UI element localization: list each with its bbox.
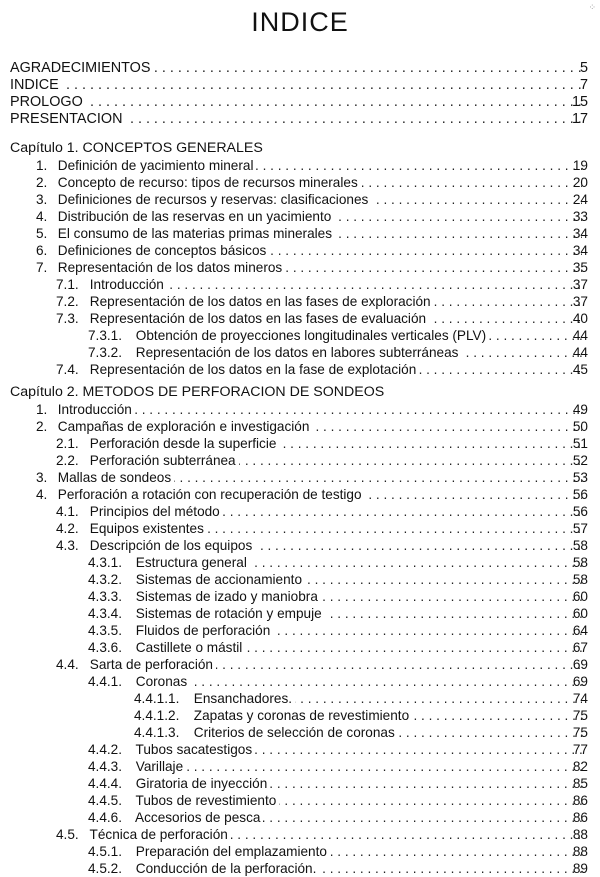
- entry-page-number: 52: [572, 453, 588, 468]
- entry-number: 3.: [36, 192, 48, 207]
- entry-page-number: 75: [572, 725, 588, 740]
- entry-number: 4.4.1.: [88, 674, 123, 689]
- entry-title: Varillaje: [135, 759, 184, 774]
- entry-page-number: 60: [572, 606, 588, 621]
- entry-title: Representación de los datos en las fases de evaluación: [89, 311, 427, 326]
- entry-title: Ensanchadores.: [193, 691, 293, 706]
- entry-number: 4.5.2.: [88, 861, 123, 876]
- entry-number: 4.4.: [56, 657, 79, 672]
- entry-page-number: 45: [572, 362, 588, 377]
- toc-entry: [0, 554, 600, 571]
- toc-entry: [0, 77, 600, 94]
- entry-page-number: 24: [572, 192, 588, 207]
- entry-title: Sistemas de izado y maniobra: [135, 589, 318, 604]
- entry-leader: [36, 401, 582, 418]
- entry-number: 4.3.3.: [88, 589, 123, 604]
- entry-page-number: 69: [572, 657, 588, 672]
- entry-leader: [88, 741, 582, 758]
- toc-entry: [0, 656, 600, 673]
- entry-title: Introducción: [89, 277, 164, 292]
- entry-title: Zapatas y coronas de revestimiento: [193, 708, 410, 723]
- toc-entry: [0, 707, 600, 724]
- entry-leader: [36, 191, 582, 208]
- entry-leader: [36, 208, 582, 225]
- toc-entry: [0, 418, 600, 435]
- entry-title: PROLOGO: [10, 94, 83, 110]
- entry-page-number: 37: [572, 294, 588, 309]
- entry-page-number: 5: [579, 60, 588, 76]
- entry-title: Accesorios de pesca: [135, 810, 261, 825]
- entry-title: Preparación del emplazamiento: [135, 844, 327, 859]
- entry-number: 4.1.: [56, 504, 79, 519]
- entry-leader: [134, 724, 582, 741]
- toc-entry: [0, 174, 600, 191]
- toc-entry: [0, 537, 600, 554]
- entry-page-number: 7: [579, 77, 588, 93]
- entry-title: Definiciones de conceptos básicos: [57, 243, 267, 258]
- entry-page-number: 44: [572, 345, 588, 360]
- toc-entry: [0, 401, 600, 418]
- toc-entry: [0, 826, 600, 843]
- entry-leader: [88, 860, 582, 877]
- entry-leader: [10, 111, 582, 128]
- toc-entry: [0, 792, 600, 809]
- toc-entry: [0, 809, 600, 826]
- entry-number: 7.2.: [56, 294, 79, 309]
- entry-title: Perforación subterránea: [89, 453, 236, 468]
- entry-page-number: 56: [572, 487, 588, 502]
- entry-number: 4.: [36, 209, 48, 224]
- entry-leader: [88, 758, 582, 775]
- entry-leader: [56, 310, 582, 327]
- entry-leader: [36, 242, 582, 259]
- entry-number: 2.1.: [56, 436, 79, 451]
- entry-number: 4.4.2.: [88, 742, 123, 757]
- toc-entry: [0, 724, 600, 741]
- entry-number: 7.: [36, 260, 48, 275]
- entry-page-number: 34: [572, 243, 588, 258]
- entry-page-number: 69: [572, 674, 588, 689]
- entry-page-number: 88: [572, 844, 588, 859]
- entry-page-number: 57: [572, 521, 588, 536]
- entry-number: 3.: [36, 470, 48, 485]
- toc-entry: [0, 622, 600, 639]
- toc-entry: [0, 503, 600, 520]
- toc-entry: [0, 843, 600, 860]
- entry-title: Introducción: [57, 402, 132, 417]
- entry-leader: [134, 707, 582, 724]
- entry-title: Técnica de perforación: [89, 827, 228, 842]
- entry-number: 4.4.4.: [88, 776, 123, 791]
- entry-leader: [36, 418, 582, 435]
- entry-title: Descripción de los equipos: [89, 538, 253, 553]
- entry-title: Tubos sacatestigos: [135, 742, 253, 757]
- entry-title: Representación de los datos en labores subterráneas: [135, 345, 459, 360]
- toc-entry: [0, 469, 600, 486]
- entry-leader: [36, 259, 582, 276]
- entry-title: Campañas de exploración e investigación: [57, 419, 310, 434]
- entry-page-number: 85: [572, 776, 588, 791]
- toc-entry: [0, 605, 600, 622]
- entry-number: 7.3.2.: [88, 345, 123, 360]
- entry-number: 2.: [36, 419, 48, 434]
- entry-leader: [10, 94, 582, 111]
- entry-title: Sistemas de rotación y empuje: [135, 606, 322, 621]
- entry-page-number: 33: [572, 209, 588, 224]
- entry-page-number: 49: [572, 402, 588, 417]
- entry-page-number: 58: [572, 572, 588, 587]
- entry-title: El consumo de las materias primas minerales: [57, 226, 333, 241]
- entry-number: 2.: [36, 175, 48, 190]
- toc-entry: [0, 486, 600, 503]
- entry-title: Representación de los datos en las fases de exploración: [89, 294, 431, 309]
- entry-title: Criterios de selección de coronas: [193, 725, 395, 740]
- chapter-title: Capítulo 2. METODOS DE PERFORACION DE SONDEOS: [10, 384, 385, 400]
- entry-leader: [36, 469, 582, 486]
- entry-number: 4.3.2.: [88, 572, 123, 587]
- toc-entry: [0, 571, 600, 588]
- page-title: INDICE: [251, 7, 349, 37]
- toc-entry: [0, 520, 600, 537]
- toc-entry: [0, 293, 600, 310]
- entry-number: 4.5.: [56, 827, 79, 842]
- entry-leader: [88, 605, 582, 622]
- toc-entry: [0, 860, 600, 877]
- entry-number: 4.3.: [56, 538, 79, 553]
- entry-leader: [88, 622, 582, 639]
- entry-title: Obtención de proyecciones longitudinales verticales (PLV): [135, 328, 487, 343]
- entry-number: 4.3.5.: [88, 623, 123, 638]
- toc-entry: [0, 157, 600, 174]
- entry-page-number: 60: [572, 589, 588, 604]
- toc-entry: [0, 208, 600, 225]
- entry-leader: [88, 588, 582, 605]
- entry-page-number: 17: [571, 111, 588, 127]
- entry-leader: [36, 225, 582, 242]
- entry-title: Castillete o mástil: [135, 640, 243, 655]
- entry-title: Sarta de perforación: [89, 657, 213, 672]
- entry-page-number: 40: [572, 311, 588, 326]
- entry-number: 4.3.4.: [88, 606, 123, 621]
- entry-number: 4.2.: [56, 521, 79, 536]
- entry-page-number: 67: [572, 640, 588, 655]
- entry-page-number: 86: [572, 793, 588, 808]
- entry-leader: [56, 452, 582, 469]
- entry-number: 1.: [36, 402, 48, 417]
- entry-number: 4.3.6.: [88, 640, 123, 655]
- entry-leader: [56, 537, 582, 554]
- entry-leader: [56, 361, 582, 378]
- corner-scribble-icon: ⁘: [588, 2, 596, 12]
- toc-entry: [0, 758, 600, 775]
- toc-entry: [0, 741, 600, 758]
- toc-entry: [0, 259, 600, 276]
- entry-leader: [36, 157, 582, 174]
- entry-leader: [10, 60, 582, 77]
- toc-entry: [0, 225, 600, 242]
- entry-page-number: 56: [572, 504, 588, 519]
- entry-page-number: 64: [572, 623, 588, 638]
- entry-leader: [88, 554, 582, 571]
- entry-title: INDICE: [10, 77, 59, 93]
- toc-entry: [0, 111, 600, 128]
- entry-page-number: 58: [572, 555, 588, 570]
- entry-title: Definiciones de recursos y reservas: clasificaciones: [57, 192, 369, 207]
- entry-number: 6.: [36, 243, 48, 258]
- toc-entry: [0, 639, 600, 656]
- entry-number: 4.4.6.: [88, 810, 123, 825]
- entry-title: Principios del método: [89, 504, 220, 519]
- entry-title: Coronas: [135, 674, 188, 689]
- entry-leader: [88, 639, 582, 656]
- toc-entry: [0, 60, 600, 77]
- entry-title: Representación de los datos mineros: [57, 260, 283, 275]
- entry-title: Distribución de las reservas en un yacimiento: [57, 209, 332, 224]
- entry-page-number: 58: [572, 538, 588, 553]
- entry-page-number: 77: [572, 742, 588, 757]
- entry-number: 2.2.: [56, 453, 79, 468]
- entry-title: Giratoria de inyección: [135, 776, 268, 791]
- entry-title: Definición de yacimiento mineral: [57, 158, 254, 173]
- entry-leader: [56, 520, 582, 537]
- entry-page-number: 74: [572, 691, 588, 706]
- toc-entry: [0, 673, 600, 690]
- entry-title: Equipos existentes: [89, 521, 204, 536]
- entry-leader: [88, 327, 582, 344]
- toc-entry: [0, 435, 600, 452]
- entry-page-number: 51: [572, 436, 588, 451]
- entry-leader: [88, 792, 582, 809]
- entry-page-number: 44: [572, 328, 588, 343]
- entry-number: 4.4.1.2.: [134, 708, 180, 723]
- entry-page-number: 20: [572, 175, 588, 190]
- entry-leader: [56, 276, 582, 293]
- entry-number: 5.: [36, 226, 48, 241]
- entry-number: 4.3.1.: [88, 555, 123, 570]
- entry-title: Concepto de recurso: tipos de recursos minerales: [57, 175, 358, 190]
- entry-title: Representación de los datos en la fase de explotación: [89, 362, 417, 377]
- entry-title: Conducción de la perforación.: [135, 861, 317, 876]
- chapter-title: Capítulo 1. CONCEPTOS GENERALES: [10, 140, 263, 156]
- entry-leader: [36, 486, 582, 503]
- toc-entry: [0, 94, 600, 111]
- entry-page-number: 35: [572, 260, 588, 275]
- entry-leader: [56, 826, 582, 843]
- entry-title: Estructura general: [135, 555, 247, 570]
- entry-leader: [88, 809, 582, 826]
- entry-page-number: 34: [572, 226, 588, 241]
- entry-number: 1.: [36, 158, 48, 173]
- entry-page-number: 53: [572, 470, 588, 485]
- entry-number: 4.: [36, 487, 48, 502]
- entry-leader: [56, 435, 582, 452]
- entry-number: 4.5.1.: [88, 844, 123, 859]
- entry-title: Mallas de sondeos: [57, 470, 172, 485]
- entry-page-number: 75: [572, 708, 588, 723]
- entry-number: 7.1.: [56, 277, 79, 292]
- entry-page-number: 89: [572, 861, 588, 876]
- entry-leader: [10, 77, 582, 94]
- entry-number: 4.4.1.1.: [134, 691, 180, 706]
- entry-page-number: 19: [572, 158, 588, 173]
- toc-entry: [0, 361, 600, 378]
- entry-title: Sistemas de accionamiento: [135, 572, 303, 587]
- entry-title: Fluidos de perforación: [135, 623, 271, 638]
- toc-entry: [0, 310, 600, 327]
- entry-page-number: 50: [572, 419, 588, 434]
- toc-entry: [0, 690, 600, 707]
- entry-title: PRESENTACION: [10, 111, 123, 127]
- toc-entry: [0, 588, 600, 605]
- entry-leader: [88, 571, 582, 588]
- entry-title: Perforación a rotación con recuperación de testigo: [57, 487, 362, 502]
- toc-entry: [0, 242, 600, 259]
- toc-entry: [0, 344, 600, 361]
- entry-leader: [56, 503, 582, 520]
- entry-number: 7.3.1.: [88, 328, 123, 343]
- entry-title: AGRADECIMIENTOS: [10, 60, 151, 76]
- entry-leader: [88, 673, 582, 690]
- entry-number: 4.4.3.: [88, 759, 123, 774]
- toc-entry: [0, 191, 600, 208]
- entry-title: Perforación desde la superficie: [89, 436, 277, 451]
- entry-leader: [88, 775, 582, 792]
- entry-page-number: 88: [572, 827, 588, 842]
- entry-number: 4.4.1.3.: [134, 725, 180, 740]
- entry-title: Tubos de revestimiento: [135, 793, 277, 808]
- entry-leader: [56, 293, 582, 310]
- entry-leader: [56, 656, 582, 673]
- toc-entry: [0, 327, 600, 344]
- entry-number: 7.3.: [56, 311, 79, 326]
- entry-number: 4.4.5.: [88, 793, 123, 808]
- chapter-heading: [0, 140, 600, 157]
- entry-page-number: 37: [572, 277, 588, 292]
- toc-entry: [0, 452, 600, 469]
- entry-page-number: 86: [572, 810, 588, 825]
- entry-number: 7.4.: [56, 362, 79, 377]
- toc-entry: [0, 276, 600, 293]
- entry-leader: [88, 843, 582, 860]
- entry-page-number: 15: [571, 94, 588, 110]
- entry-leader: [134, 690, 582, 707]
- chapter-heading: [0, 384, 600, 401]
- entry-leader: [88, 344, 582, 361]
- toc-entry: [0, 775, 600, 792]
- entry-leader: [36, 174, 582, 191]
- entry-page-number: 82: [572, 759, 588, 774]
